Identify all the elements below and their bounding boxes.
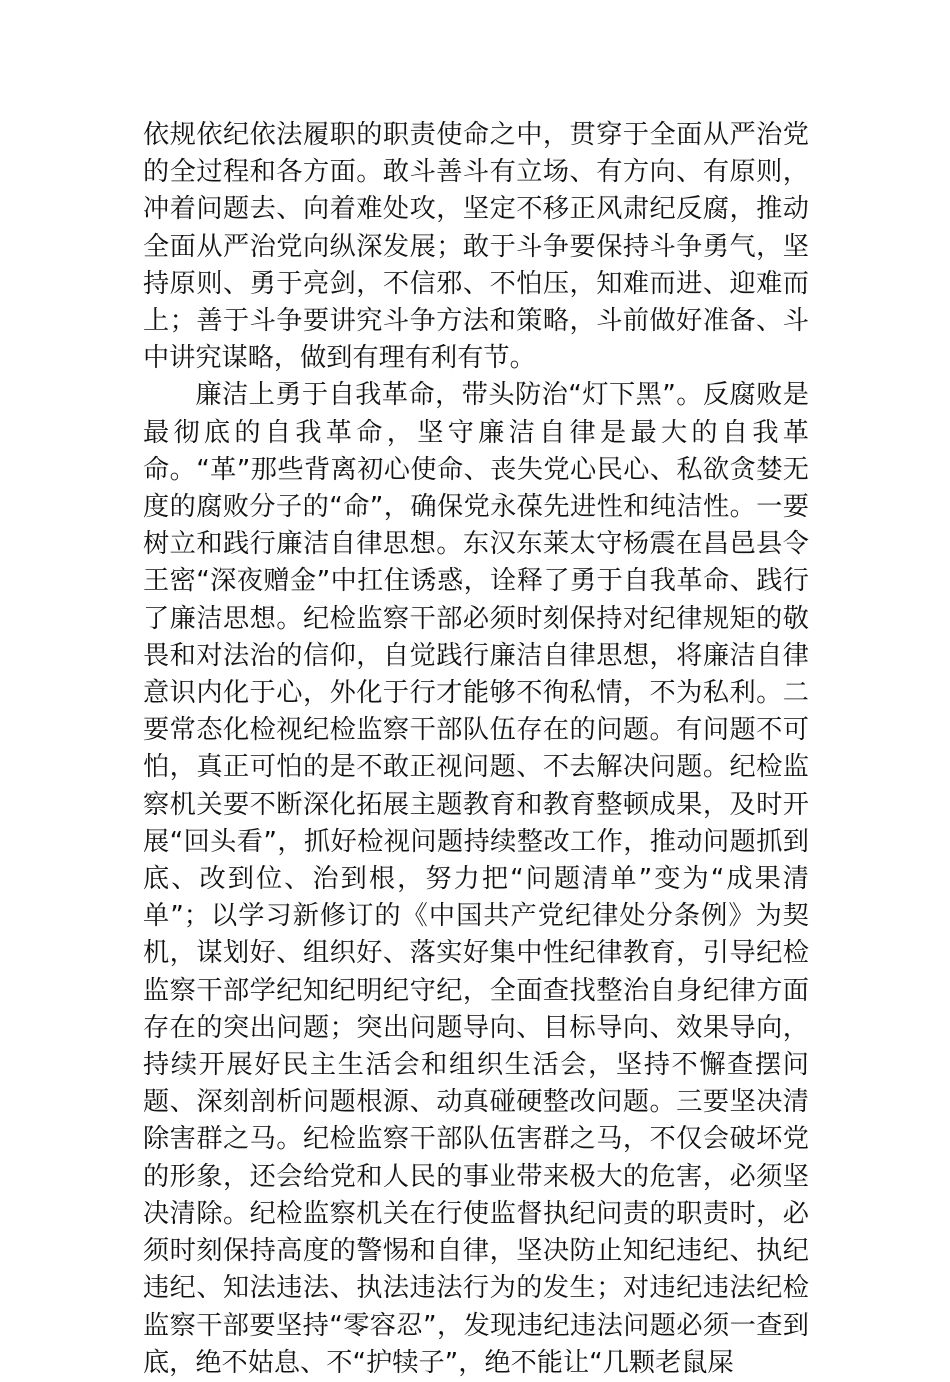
document-page: [143, 117, 809, 1382]
paragraph-integrity-self-revolution: 廉洁上勇于自我革命，带头防治“灯下黑”。反腐败是最彻底的自我革命，坚守廉洁自律是最大的自我革命。“革”那些背离初心使命、丧失党心民心、私欲贪婪无度的腐败分子的“命”，确保党永葆先进性和纯洁性。一要树立和践行廉洁自律思想。东汉东莱太守杨震在昌邑县令王密“深夜赠金”中扛住诱惑，诠释了勇于自我革命、践行了廉洁思想。纪检监察干部必须时刻保持对纪律规矩的敬畏和对法治的信仰，自觉践行廉洁自律思想，将廉洁自律意识内化于心，外化于行才能够不徇私情，不为私利。二要常态化检视纪检监察干部队伍存在的问题。有问题不可怕，真正可怕的是不敢正视问题、不去解决问题。纪检监察机关要不断深化拓展主题教育和教育整顿成果，及时开展“回头看”，抓好检视问题持续整改工作，推动问题抓到底、改到位、治到根，努力把“问题清单”变为“成果清单”；以学习新修订的《中国共产党纪律处分条例》为契机，谋划好、组织好、落实好集中性纪律教育，引导纪检监察干部学纪知纪明纪守纪，全面查找整治自身纪律方面存在的突出问题；突出问题导向、目标导向、效果导向，持续开展好民主生活会和组织生活会，坚持不懈查摆问题、深刻剖析问题根源、动真碰硬整改问题。三要坚决清除害群之马。纪检监察干部队伍害群之马，不仅会破坏党的形象，还会给党和人民的事业带来极大的危害，必须坚决清除。纪检监察机关在行使监督执纪问责的职责时，必须时刻保持高度的警惕和自律，坚决防止知纪违纪、执纪违纪、知法违法、执法违法行为的发生；对违纪违法纪检监察干部要坚持“零容忍”，发现违纪违法问题必须一查到底，绝不姑息、不“护犊子”，绝不能让“几颗老鼠屎: [143, 380, 809, 1378]
paragraph-continuation: 依规依纪依法履职的职责使命之中，贯穿于全面从严治党的全过程和各方面。敢斗善斗有立场、有方向、有原则，冲着问题去、向着难处攻，坚定不移正风肃纪反腐，推动全面从严治党向纵深发展；敢于斗争要保持斗争勇气，坚持原则、勇于亮剑，不信邪、不怕压，知难而进、迎难而上；善于斗争要讲究斗争方法和策略，斗前做好准备、斗中讲究谋略，做到有理有利有节。: [143, 120, 809, 374]
